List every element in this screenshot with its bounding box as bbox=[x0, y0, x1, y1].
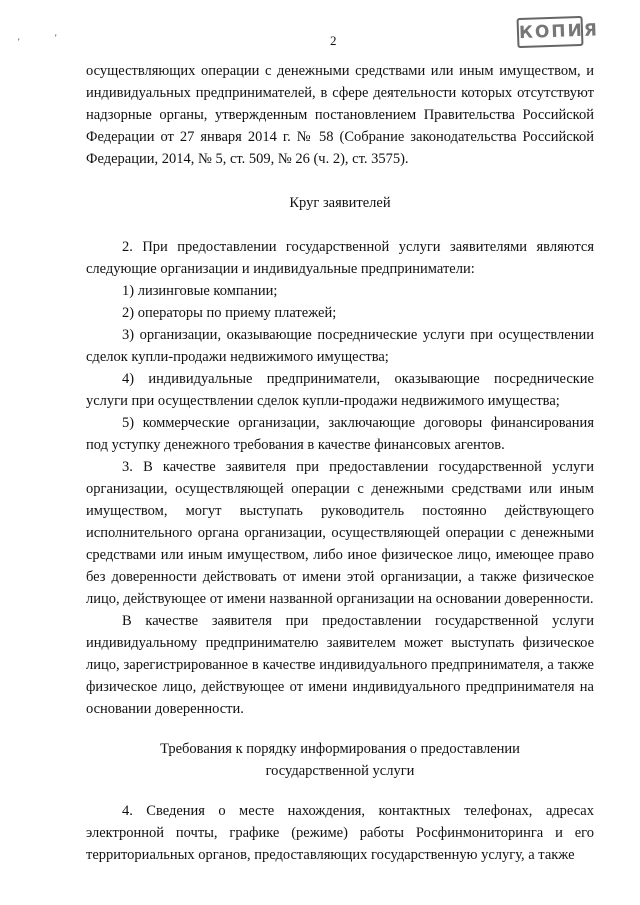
list-item: 1) лизинговые компании; bbox=[122, 283, 278, 299]
paragraph-item-3-continued: В качестве заявителя при предоставлении государственной услуги индивидуальному предпринимателю заявителем может выступать физическое лицо, зарегистрированное в качестве индивидуального предпринимателя, а также физическое лицо, действующее от имени индивидуального предпринимателя на основании доверенности. bbox=[86, 613, 594, 717]
intro-paragraph: осуществляющих операции с денежными средствами или иным имуществом, и индивидуальных предпринимателей, в сфере деятельности которых отсутствуют надзорные органы, утвержденным постановлением Правительства Российской Федерации от 27 января 2014 г. № 58 (Собрание законодательства Российской Федерации, 2014, № 5, ст. 509, № 26 (ч. 2), ст. 3575). bbox=[86, 63, 594, 167]
copy-stamp: КОПИЯ bbox=[516, 16, 583, 48]
margin-mark: ' bbox=[55, 33, 57, 43]
paragraph-item-2: 2. При предоставлении государственной услуги заявителями являются следующие организации и индивидуальные предприниматели: bbox=[86, 239, 594, 277]
document-body bbox=[86, 60, 594, 866]
list-item: 5) коммерческие организации, заключающие договоры финансирования под уступку денежного требования в качестве финансовых агентов. bbox=[86, 415, 594, 453]
paragraph-item-3: 3. В качестве заявителя при предоставлении государственной услуги организации, осуществляющей операции с денежными средствами или иным имуществом, могут выступать руководитель постоянно действующего исполнительного органа организации, осуществляющей операции с денежными средствами или иным имуществом, либо иное физическое лицо, имеющее право без доверенности действовать от имени этой организации, а также физическое лицо, действующее от имени названной организации на основании доверенности. bbox=[86, 459, 594, 607]
list-item: 4) индивидуальные предприниматели, оказывающие посреднические услуги при осуществлении сделок купли-продажи недвижимого имущества; bbox=[86, 371, 594, 409]
section-heading-info-line1: Требования к порядку информирования о предоставлении bbox=[160, 741, 520, 757]
section-heading-applicants: Круг заявителей bbox=[289, 195, 391, 211]
page-number: 2 bbox=[330, 33, 337, 48]
paragraph-item-4: 4. Сведения о месте нахождения, контактных телефонах, адресах электронной почты, графике (режиме) работы Росфинмониторинга и его территориальных органов, предоставляющих государственную услугу, а также bbox=[86, 803, 594, 863]
section-heading-info-line2: государственной услуги bbox=[265, 763, 415, 779]
list-item: 2) операторы по приему платежей; bbox=[122, 305, 337, 321]
margin-mark: ' bbox=[18, 37, 20, 47]
list-item: 3) организации, оказывающие посреднические услуги при осуществлении сделок купли-продажи недвижимого имущества; bbox=[86, 327, 594, 365]
